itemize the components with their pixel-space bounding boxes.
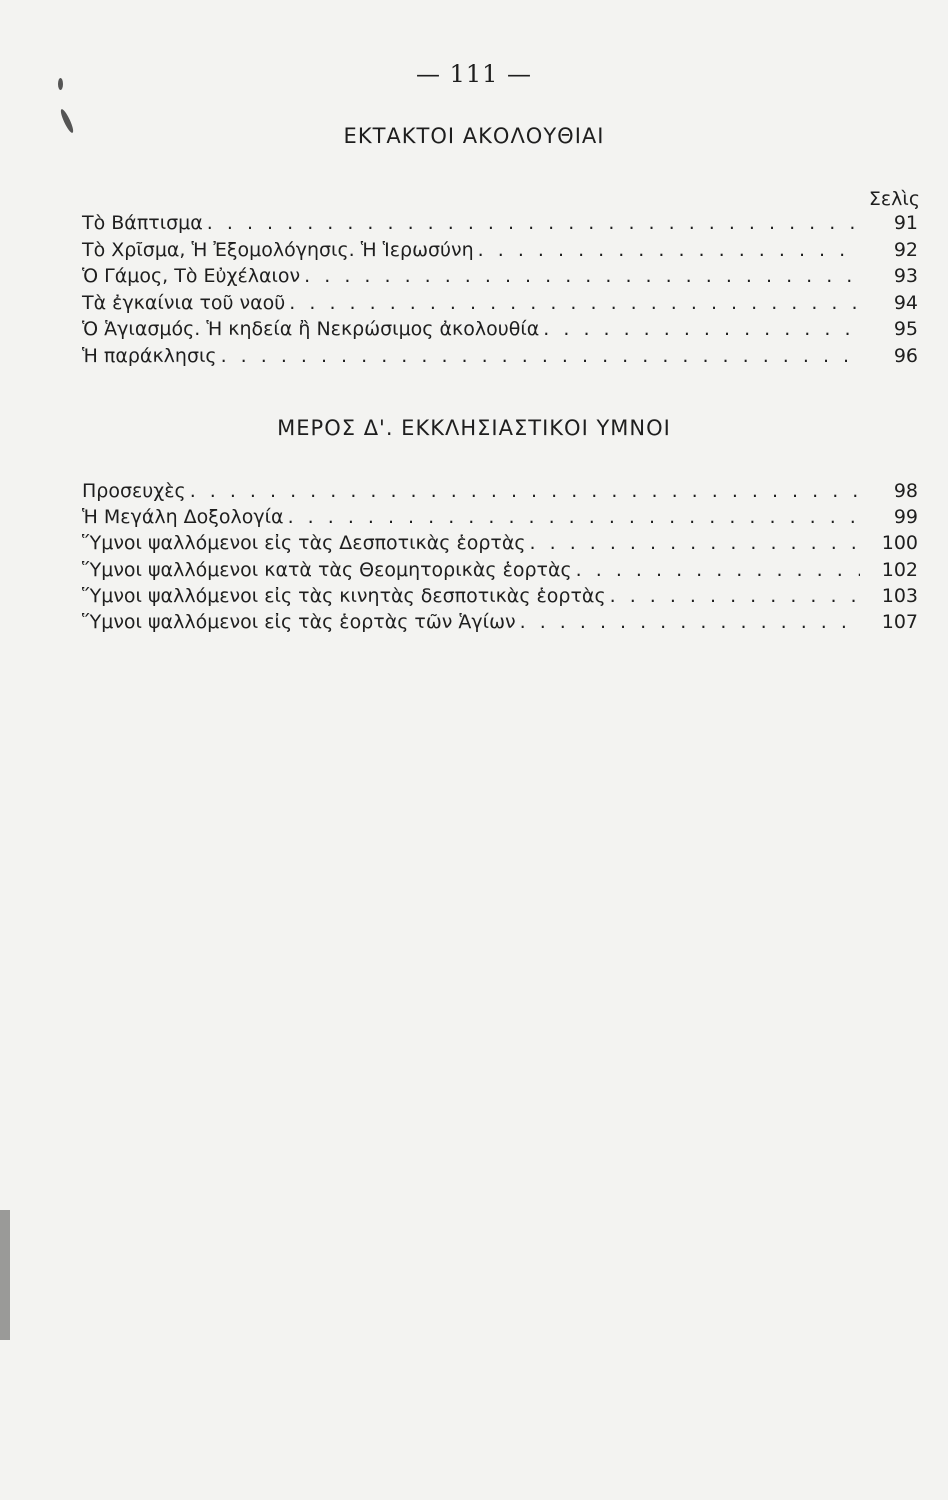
toc-entry-title: Τὸ Βάπτισμα [82, 212, 203, 234]
dot-leader [576, 559, 860, 581]
toc-entry-title: Ὁ Ἁγιασμός. Ἡ κηδεία ἢ Νεκρώσιμος ἀκολουθία [82, 318, 540, 340]
dot-leader [190, 480, 860, 502]
toc-entry [82, 585, 918, 611]
dot-leader [543, 318, 860, 340]
toc-entry [82, 318, 918, 345]
toc-entry [82, 611, 918, 637]
toc-entry-page: 103 [881, 584, 918, 607]
page-number: — 111 — [415, 60, 533, 88]
dot-leader [520, 611, 860, 633]
toc-entry [82, 506, 918, 532]
dot-leader [610, 585, 860, 607]
toc-entry [82, 532, 918, 558]
section-heading-church-hymns: ΜΕΡΟΣ Δ'. ΕΚΚΛΗΣΙΑΣΤΙΚΟΙ ΥΜΝΟΙ [277, 416, 671, 440]
dot-leader [288, 506, 860, 528]
toc-entry-title: Ὕμνοι ψαλλόμενοι εἰς τὰς κινητὰς δεσποτικὰς ἑορτὰς [82, 584, 606, 607]
toc-entry-page: 94 [893, 291, 918, 314]
toc-entry-page: 92 [893, 238, 918, 261]
toc-entry-title: Τὰ ἐγκαίνια τοῦ ναοῦ [82, 291, 286, 314]
page-edge-shadow [0, 1210, 10, 1340]
toc-entry [82, 559, 918, 585]
toc-entry-title: Ἡ παράκλησις [82, 344, 217, 367]
toc-entry-title: Τὸ Χρῖσμα, Ἡ Ἐξομολόγησις. Ἡ Ἱερωσύνη [82, 238, 474, 261]
toc-entry-page: 93 [893, 265, 918, 287]
toc-entry [82, 292, 918, 319]
toc-entry-page: 100 [881, 532, 918, 555]
toc-entry-page: 107 [881, 610, 918, 633]
toc-entry-title: Ὕμνοι ψαλλόμενοι εἰς τὰς ἑορτὰς τῶν Ἁγίων [82, 610, 516, 633]
dot-leader [530, 532, 860, 554]
dot-leader [304, 265, 860, 287]
toc-entry-page: 96 [893, 344, 918, 367]
toc-section-2 [82, 480, 918, 637]
toc-section-1 [82, 212, 918, 371]
toc-entry-page: 91 [893, 212, 918, 234]
toc-entry [82, 239, 918, 266]
pages-column-label: Σελὶς [868, 188, 920, 210]
toc-entry-page: 95 [893, 318, 918, 340]
dot-leader [478, 239, 860, 261]
toc-entry-title: Ὕμνοι ψαλλόμενοι κατὰ τὰς Θεομητορικὰς ἑορτὰς [82, 558, 572, 581]
toc-entry [82, 480, 918, 506]
toc-entry [82, 212, 918, 239]
toc-entry-title: Προσευχὲς [82, 480, 186, 502]
dot-leader [289, 292, 860, 314]
section-heading-extraordinary-services: ΕΚΤΑΚΤΟΙ ΑΚΟΛΟΥΘΙΑΙ [343, 124, 605, 148]
dot-leader [207, 212, 860, 234]
toc-entry [82, 265, 918, 292]
toc-entry-page: 98 [893, 480, 918, 502]
dot-leader [221, 345, 860, 367]
toc-entry-title: Ἡ Μεγάλη Δοξολογία [82, 506, 284, 529]
toc-entry [82, 345, 918, 372]
toc-entry-title: Ὁ Γάμος, Τὸ Εὐχέλαιον [82, 265, 301, 287]
toc-entry-page: 102 [881, 558, 918, 581]
toc-entry-page: 99 [893, 506, 918, 529]
toc-entry-title: Ὕμνοι ψαλλόμενοι εἰς τὰς Δεσποτικὰς ἑορτὰς [82, 532, 526, 555]
